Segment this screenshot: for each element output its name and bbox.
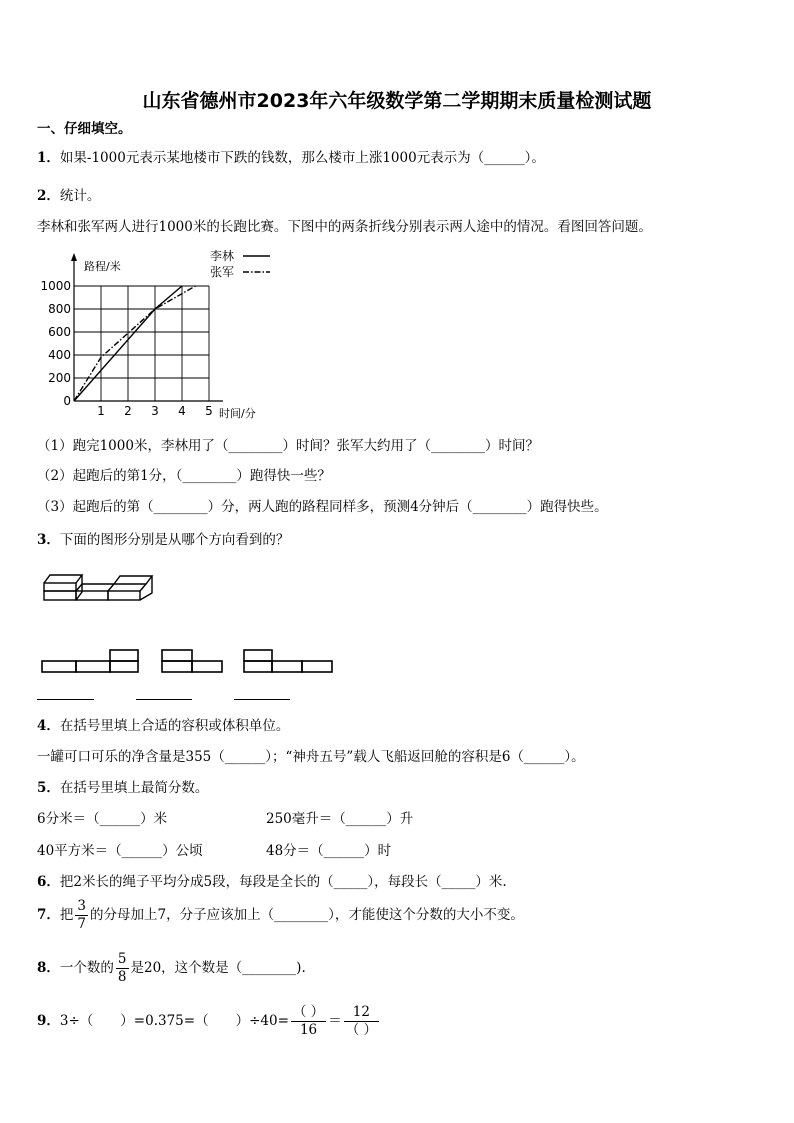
x-tick-label: 1 [97, 404, 105, 418]
question-7 [37, 898, 524, 933]
question-number: 5． [37, 780, 60, 796]
x-axis-label: 时间/分 [219, 407, 256, 420]
question-text-post: 是20，这个数是（________). [130, 960, 306, 976]
question-5-a: 6分米＝（______）米 [37, 811, 168, 827]
answer-line-view-2[interactable] [136, 699, 192, 700]
question-text: 在括号里填上最简分数。 [59, 780, 209, 796]
question-text-pre: 一个数的 [59, 960, 114, 976]
equals-sign: ＝ [328, 1013, 342, 1029]
question-number: 4． [37, 718, 60, 734]
three-views-figure [40, 648, 340, 674]
fraction-denominator: （ ） [345, 1022, 377, 1038]
y-tick-label: 200 [48, 371, 71, 385]
question-5 [37, 779, 208, 797]
legend-label: 李林 [210, 249, 235, 263]
question-2-sub3: （3）起跑后的第（________）分，两人跑的路程同样多，预测4分钟后（________）跑得快些。 [37, 499, 608, 515]
fraction-denominator: 7 [77, 916, 86, 932]
question-text: 如果-1000元表示某地楼市下跌的钱数，那么楼市上涨1000元表示为（______）。 [59, 150, 545, 166]
question-8 [37, 951, 306, 986]
section-heading-1: 一、仔细填空。 [37, 121, 132, 137]
y-tick-label: 800 [48, 302, 71, 316]
question-text-post: 的分母加上7，分子应该加上（________），才能使这个分数的大小不变。 [90, 907, 524, 923]
fraction-blank-16 [291, 1004, 326, 1039]
question-2-sub2: （2）起跑后的第1分，（________）跑得快一些？ [37, 468, 331, 484]
question-text-pre: 把 [59, 907, 74, 923]
question-text: 统计。 [59, 188, 101, 204]
question-number: 8． [37, 960, 60, 976]
fraction-numerator: 3 [77, 898, 86, 914]
question-number: 2． [37, 188, 60, 204]
question-1 [37, 149, 545, 167]
x-tick-label: 5 [205, 404, 213, 418]
series-line-2 [74, 286, 196, 401]
fraction-numerator: （ ） [292, 1004, 325, 1020]
legend-label: 张军 [210, 265, 235, 279]
y-tick-label: 0 [63, 394, 71, 408]
block-solid-figure [40, 570, 160, 604]
x-tick-label: 4 [178, 404, 186, 418]
fraction-5-8 [116, 951, 129, 986]
x-tick-label: 2 [124, 404, 132, 418]
question-5-b: 250毫升＝（______）升 [266, 811, 414, 827]
question-4-line: 一罐可口可乐的净含量是355（______）；“神舟五号”载人飞船返回舱的容积是6（______）。 [37, 749, 585, 765]
page-title: 山东省德州市2023年六年级数学第二学期期末质量检测试题 [142, 90, 652, 112]
question-text: 在括号里填上合适的容积或体积单位。 [59, 718, 290, 734]
question-2-intro: 李林和张军两人进行1000米的长跑比赛。下图中的两条折线分别表示两人途中的情况。看图回答问题。 [37, 219, 652, 235]
question-6 [37, 873, 507, 891]
fraction-denominator: 16 [299, 1022, 318, 1038]
x-tick-label: 3 [151, 404, 159, 418]
question-number: 6． [37, 874, 60, 890]
question-number: 7． [37, 907, 60, 923]
y-tick-label: 400 [48, 348, 71, 362]
fraction-3-7 [75, 898, 88, 933]
question-2-sub1: （1）跑完1000米，李林用了（________）时间？张军大约用了（________）时间？ [37, 438, 539, 454]
fraction-12-blank [344, 1004, 379, 1039]
question-number: 3． [37, 532, 60, 548]
question-number: 1． [37, 150, 60, 166]
fraction-denominator: 8 [117, 969, 127, 985]
answer-line-view-3[interactable] [234, 699, 290, 700]
y-tick-label: 1000 [40, 279, 71, 293]
question-text: 3÷（ ）=0.375=（ ）÷40= [59, 1013, 289, 1029]
y-axis-arrow [71, 253, 77, 261]
question-4 [37, 717, 289, 735]
question-5-d: 48分＝（______）时 [266, 843, 392, 859]
question-text: 下面的图形分别是从哪个方向看到的？ [59, 532, 290, 548]
answer-line-view-1[interactable] [37, 699, 94, 700]
question-text: 把2米长的绳子平均分成5段，每段是全长的（_____），每段长（_____）米. [59, 874, 507, 890]
question-9 [37, 1004, 381, 1039]
question-5-c: 40平方米＝（______）公顷 [37, 843, 203, 859]
y-tick-label: 600 [48, 325, 71, 339]
question-3 [37, 531, 289, 549]
distance-time-chart [30, 246, 290, 426]
y-axis-label: 路程/米 [84, 260, 121, 273]
fraction-numerator: 12 [344, 1004, 379, 1022]
fraction-numerator: 5 [117, 951, 127, 967]
question-number: 9． [37, 1013, 60, 1029]
question-2-heading [37, 187, 100, 205]
